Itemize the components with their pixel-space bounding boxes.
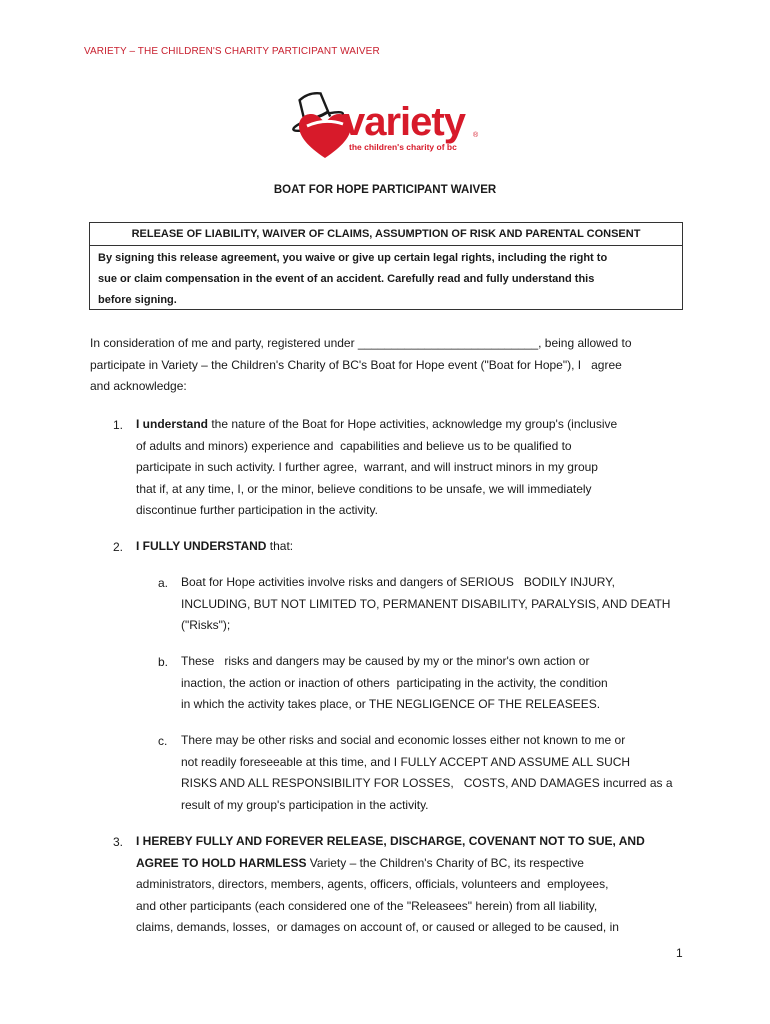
sub-item-line: There may be other risks and social and economic losses either not known to me or	[181, 733, 626, 747]
release-box-body	[90, 246, 682, 311]
item-2-heading	[136, 536, 696, 558]
sub-item-line: inaction, the action or inaction of others participating in the activity, the condition	[181, 675, 608, 690]
item-number: 2.	[113, 540, 124, 554]
sub-item-letter: c.	[158, 734, 168, 748]
sub-item-letter: b.	[158, 655, 169, 669]
sub-item-letter: a.	[158, 576, 169, 590]
item-3-line: claims, demands, losses, or damages on account of, or caused or alleged to be caused, in	[136, 920, 619, 934]
item-number: 1.	[113, 418, 124, 432]
intro-paragraph	[90, 333, 690, 398]
item-3	[136, 831, 696, 939]
release-box	[89, 222, 683, 310]
item-1	[136, 414, 696, 522]
sub-item-line: These risks and dangers may be caused by my or the minor's own action or	[181, 654, 590, 668]
item-3-line: administrators, directors, members, agents, officers, officials, volunteers and employees,	[136, 877, 609, 891]
logo-wordmark: variety	[343, 100, 465, 144]
item-2-rest: that:	[266, 539, 294, 553]
document-title: BOAT FOR HOPE PARTICIPANT WAIVER	[273, 184, 497, 196]
intro-line: In consideration of me and party, registered under ___________________________, being allowed to	[90, 336, 632, 350]
registered-mark: ®	[473, 132, 479, 139]
sub-item-line: Boat for Hope activities involve risks and dangers of SERIOUS BODILY INJURY,	[181, 575, 615, 589]
running-header: VARIETY – THE CHILDREN'S CHARITY PARTICIPANT WAIVER	[84, 46, 380, 57]
intro-line: participate in Variety – the Children's Charity of BC's Boat for Hope event ("Boat for Hope"), I agree	[90, 357, 622, 372]
sub-item-line: result of my group's participation in the activity.	[181, 797, 429, 812]
item-1-lead: I understand	[136, 417, 209, 431]
logo-tagline: the children's charity of bc	[349, 142, 457, 152]
variety-logo	[285, 88, 485, 160]
sub-item-line: INCLUDING, BUT NOT LIMITED TO, PERMANENT DISABILITY, PARALYSIS, AND DEATH	[181, 596, 671, 611]
page-number: 1	[676, 946, 683, 960]
item-1-line: the nature of the Boat for Hope activities, acknowledge my group's (inclusive	[208, 417, 618, 431]
sub-item-line: in which the activity takes place, or THE NEGLIGENCE OF THE RELEASEES.	[181, 697, 601, 711]
item-1-line: of adults and minors) experience and capabilities and believe us to be qualified to	[136, 438, 572, 453]
item-3-line: and other participants (each considered one of the "Releasees" herein) from all liability,	[136, 898, 598, 913]
release-line: By signing this release agreement, you waive or give up certain legal rights, including the right to	[98, 252, 608, 264]
item-number: 3.	[113, 835, 124, 849]
sub-item-line: RISKS AND ALL RESPONSIBILITY FOR LOSSES, COSTS, AND DAMAGES incurred as a	[181, 776, 673, 790]
release-box-heading: RELEASE OF LIABILITY, WAIVER OF CLAIMS, ASSUMPTION OF RISK AND PARENTAL CONSENT	[90, 223, 682, 246]
sub-item-a	[181, 572, 691, 637]
item-3-line: Variety – the Children's Charity of BC, its respective	[306, 855, 584, 870]
item-1-line: that if, at any time, I, or the minor, believe conditions to be unsafe, we will immediately	[136, 481, 592, 496]
item-2-lead: I FULLY UNDERSTAND	[136, 539, 267, 553]
sub-item-line: ("Risks");	[181, 618, 231, 632]
release-line: before signing.	[98, 294, 177, 306]
item-3-lead: AGREE TO HOLD HARMLESS	[136, 855, 307, 870]
sub-item-c	[181, 730, 691, 816]
release-line: sue or claim compensation in the event of an accident. Carefully read and fully understand this	[98, 273, 595, 285]
item-3-lead: I HEREBY FULLY AND FOREVER RELEASE, DISCHARGE, COVENANT NOT TO SUE, AND	[136, 834, 645, 848]
item-1-line: discontinue further participation in the activity.	[136, 503, 378, 517]
sub-item-line: not readily foreseeable at this time, and I FULLY ACCEPT AND ASSUME ALL SUCH	[181, 754, 631, 769]
sub-item-b	[181, 651, 691, 716]
item-1-line: participate in such activity. I further agree, warrant, and will instruct minors in my group	[136, 460, 598, 474]
intro-line: and acknowledge:	[90, 379, 187, 393]
